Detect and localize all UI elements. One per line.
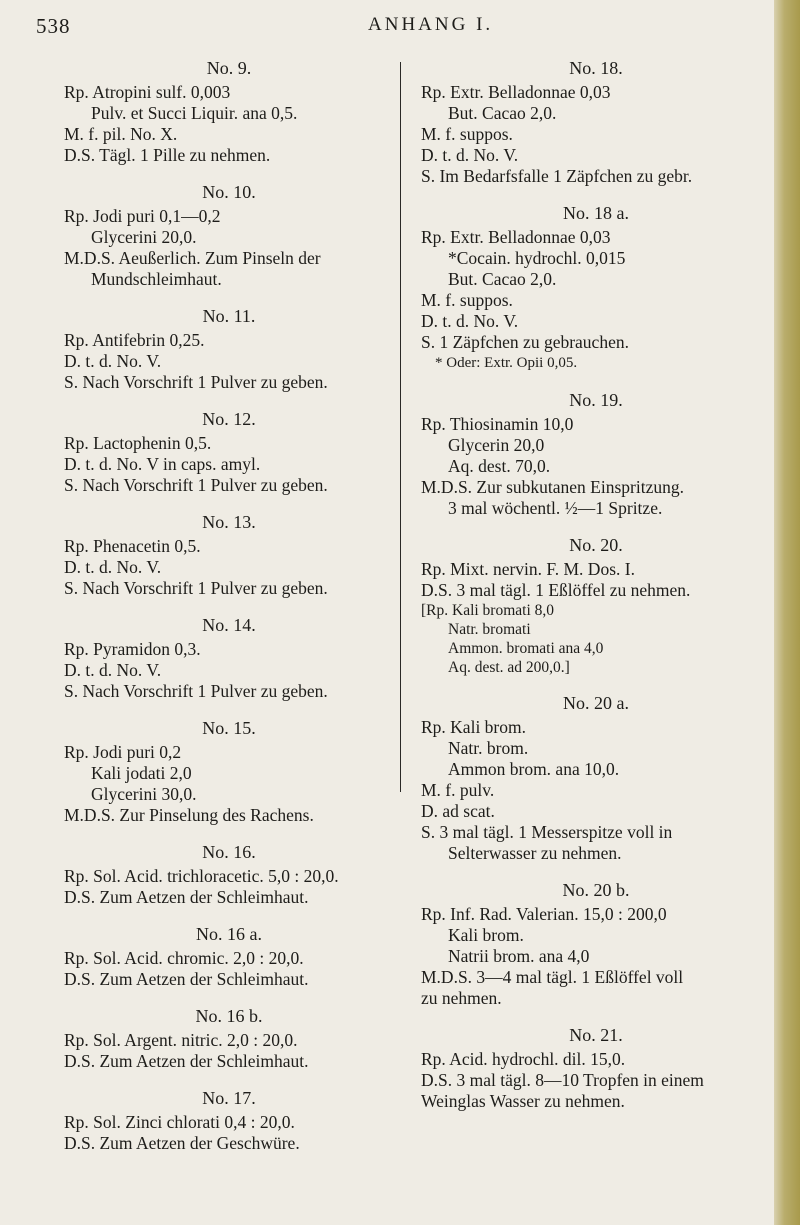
prescription-line: D. t. d. No. V. bbox=[64, 660, 162, 680]
prescription-number: No. 20. bbox=[569, 535, 623, 555]
prescription-number: No. 16 a. bbox=[196, 924, 262, 944]
prescription-line: Rp. Antifebrin 0,25. bbox=[64, 330, 205, 350]
prescription-line: M. f. pil. No. X. bbox=[64, 124, 178, 144]
prescription-line: * Oder: Extr. Opii 0,05. bbox=[435, 355, 578, 371]
prescription-line: Rp. Sol. Acid. chromic. 2,0 : 20,0. bbox=[64, 948, 304, 968]
prescription-line: Ammon. bromati ana 4,0 bbox=[448, 640, 604, 657]
prescription-number: No. 12. bbox=[202, 409, 256, 429]
prescription-line: Rp. Lactophenin 0,5. bbox=[64, 433, 212, 453]
prescription-line: S. Nach Vorschrift 1 Pulver zu geben. bbox=[64, 681, 328, 701]
prescription-number: No. 20 b. bbox=[562, 880, 630, 900]
prescription-line: Rp. Thiosinamin 10,0 bbox=[421, 414, 574, 434]
prescription-entry bbox=[64, 58, 394, 166]
prescription-line: D. ad scat. bbox=[421, 801, 495, 821]
prescription-entry bbox=[64, 182, 394, 290]
prescription-number: No. 16. bbox=[202, 842, 256, 862]
running-title: ANHANG I. bbox=[368, 14, 494, 35]
prescription-line: Glycerini 30,0. bbox=[91, 784, 197, 804]
prescription-line: M. f. suppos. bbox=[421, 124, 513, 144]
prescription-line: Glycerini 20,0. bbox=[91, 227, 197, 247]
prescription-line: Mundschleimhaut. bbox=[91, 269, 222, 289]
left-column bbox=[64, 58, 394, 1170]
prescription-number: No. 20 a. bbox=[563, 693, 629, 713]
column-divider bbox=[400, 62, 401, 792]
page-edge bbox=[774, 0, 800, 1225]
prescription-number: No. 21. bbox=[569, 1025, 623, 1045]
prescription-entry bbox=[64, 1088, 394, 1154]
prescription-number: No. 17. bbox=[202, 1088, 256, 1108]
prescription-number: No. 13. bbox=[202, 512, 256, 532]
prescription-line: D. t. d. No. V. bbox=[421, 311, 519, 331]
prescription-entry bbox=[64, 718, 394, 826]
prescription-line: Rp. Jodi puri 0,1—0,2 bbox=[64, 206, 221, 226]
prescription-entry bbox=[421, 203, 771, 374]
prescription-line: Natrii brom. ana 4,0 bbox=[448, 946, 590, 966]
page-number: 538 bbox=[36, 14, 71, 38]
prescription-line: D.S. Zum Aetzen der Schleimhaut. bbox=[64, 969, 309, 989]
prescription-line: D.S. Zum Aetzen der Geschwüre. bbox=[64, 1133, 300, 1153]
prescription-line: D. t. d. No. V. bbox=[64, 351, 162, 371]
prescription-entry bbox=[64, 1006, 394, 1072]
prescription-line: Rp. Extr. Belladonnae 0,03 bbox=[421, 82, 611, 102]
prescription-line: Rp. Atropini sulf. 0,003 bbox=[64, 82, 231, 102]
prescription-number: No. 10. bbox=[202, 182, 256, 202]
prescription-line: D. t. d. No. V. bbox=[64, 557, 162, 577]
prescription-line: D. t. d. No. V. bbox=[421, 145, 519, 165]
prescription-line: S. Nach Vorschrift 1 Pulver zu geben. bbox=[64, 372, 328, 392]
prescription-line: Rp. Extr. Belladonnae 0,03 bbox=[421, 227, 611, 247]
prescription-entry bbox=[64, 409, 394, 496]
prescription-line: Rp. Inf. Rad. Valerian. 15,0 : 200,0 bbox=[421, 904, 667, 924]
prescription-line: Natr. bromati bbox=[448, 621, 531, 638]
prescription-line: Kali brom. bbox=[448, 925, 524, 945]
prescription-line: Pulv. et Succi Liquir. ana 0,5. bbox=[91, 103, 298, 123]
prescription-line: M. f. pulv. bbox=[421, 780, 495, 800]
page-header bbox=[0, 14, 780, 44]
prescription-line: D.S. 3 mal tägl. 8—10 Tropfen in einem bbox=[421, 1070, 704, 1090]
prescription-entry bbox=[421, 880, 771, 1009]
prescription-line: D.S. Zum Aetzen der Schleimhaut. bbox=[64, 887, 309, 907]
prescription-line: Rp. Mixt. nervin. F. M. Dos. I. bbox=[421, 559, 635, 579]
prescription-line: Weinglas Wasser zu nehmen. bbox=[421, 1091, 625, 1111]
prescription-number: No. 16 b. bbox=[195, 1006, 263, 1026]
prescription-line: But. Cacao 2,0. bbox=[448, 103, 557, 123]
prescription-line: Ammon brom. ana 10,0. bbox=[448, 759, 620, 779]
prescription-line: M.D.S. Zur Pinselung des Rachens. bbox=[64, 805, 314, 825]
prescription-line: Rp. Acid. hydrochl. dil. 15,0. bbox=[421, 1049, 626, 1069]
prescription-line: Rp. Jodi puri 0,2 bbox=[64, 742, 182, 762]
prescription-entry bbox=[64, 842, 394, 908]
prescription-number: No. 15. bbox=[202, 718, 256, 738]
prescription-number: No. 19. bbox=[569, 390, 623, 410]
prescription-line: D.S. Tägl. 1 Pille zu nehmen. bbox=[64, 145, 271, 165]
prescription-line: S. 1 Zäpfchen zu gebrauchen. bbox=[421, 332, 629, 352]
prescription-line: S. Nach Vorschrift 1 Pulver zu geben. bbox=[64, 475, 328, 495]
prescription-number: No. 9. bbox=[206, 58, 252, 78]
prescription-line: S. Nach Vorschrift 1 Pulver zu geben. bbox=[64, 578, 328, 598]
prescription-entry bbox=[421, 1025, 771, 1112]
prescription-line: D.S. 3 mal tägl. 1 Eßlöffel zu nehmen. bbox=[421, 580, 691, 600]
prescription-entry bbox=[421, 390, 771, 519]
prescription-line: Selterwasser zu nehmen. bbox=[448, 843, 622, 863]
prescription-line: Kali jodati 2,0 bbox=[91, 763, 192, 783]
prescription-number: No. 11. bbox=[202, 306, 256, 326]
prescription-entry bbox=[64, 924, 394, 990]
prescription-entry bbox=[64, 306, 394, 393]
prescription-line: M.D.S. 3—4 mal tägl. 1 Eßlöffel voll bbox=[421, 967, 684, 987]
prescription-entry bbox=[64, 615, 394, 702]
prescription-line: 3 mal wöchentl. ½—1 Spritze. bbox=[448, 498, 663, 518]
prescription-number: No. 18. bbox=[569, 58, 623, 78]
prescription-line: Glycerin 20,0 bbox=[448, 435, 545, 455]
prescription-line: M.D.S. Zur subkutanen Einspritzung. bbox=[421, 477, 684, 497]
prescription-line: S. Im Bedarfsfalle 1 Zäpfchen zu gebr. bbox=[421, 166, 693, 186]
prescription-entry bbox=[421, 58, 771, 187]
prescription-line: Rp. Phenacetin 0,5. bbox=[64, 536, 201, 556]
prescription-line: [Rp. Kali bromati 8,0 bbox=[421, 602, 555, 619]
right-column bbox=[421, 58, 771, 1128]
prescription-line: Aq. dest. ad 200,0.] bbox=[448, 659, 570, 676]
prescription-number: No. 18 a. bbox=[563, 203, 629, 223]
prescription-line: Rp. Kali brom. bbox=[421, 717, 526, 737]
prescription-number: No. 14. bbox=[202, 615, 256, 635]
prescription-line: *Cocain. hydrochl. 0,015 bbox=[448, 248, 626, 268]
prescription-line: Rp. Pyramidon 0,3. bbox=[64, 639, 201, 659]
prescription-entry bbox=[421, 693, 771, 864]
prescription-line: Aq. dest. 70,0. bbox=[448, 456, 551, 476]
prescription-line: But. Cacao 2,0. bbox=[448, 269, 557, 289]
prescription-line: Rp. Sol. Argent. nitric. 2,0 : 20,0. bbox=[64, 1030, 298, 1050]
prescription-line: D. t. d. No. V in caps. amyl. bbox=[64, 454, 261, 474]
prescription-line: zu nehmen. bbox=[421, 988, 502, 1008]
prescription-line: M. f. suppos. bbox=[421, 290, 513, 310]
prescription-entry bbox=[64, 512, 394, 599]
prescription-line: Rp. Sol. Zinci chlorati 0,4 : 20,0. bbox=[64, 1112, 295, 1132]
prescription-line: Natr. brom. bbox=[448, 738, 529, 758]
prescription-line: S. 3 mal tägl. 1 Messerspitze voll in bbox=[421, 822, 673, 842]
prescription-line: Rp. Sol. Acid. trichloracetic. 5,0 : 20,0. bbox=[64, 866, 339, 886]
prescription-line: M.D.S. Aeußerlich. Zum Pinseln der bbox=[64, 248, 321, 268]
prescription-line: D.S. Zum Aetzen der Schleimhaut. bbox=[64, 1051, 309, 1071]
prescription-entry bbox=[421, 535, 771, 677]
